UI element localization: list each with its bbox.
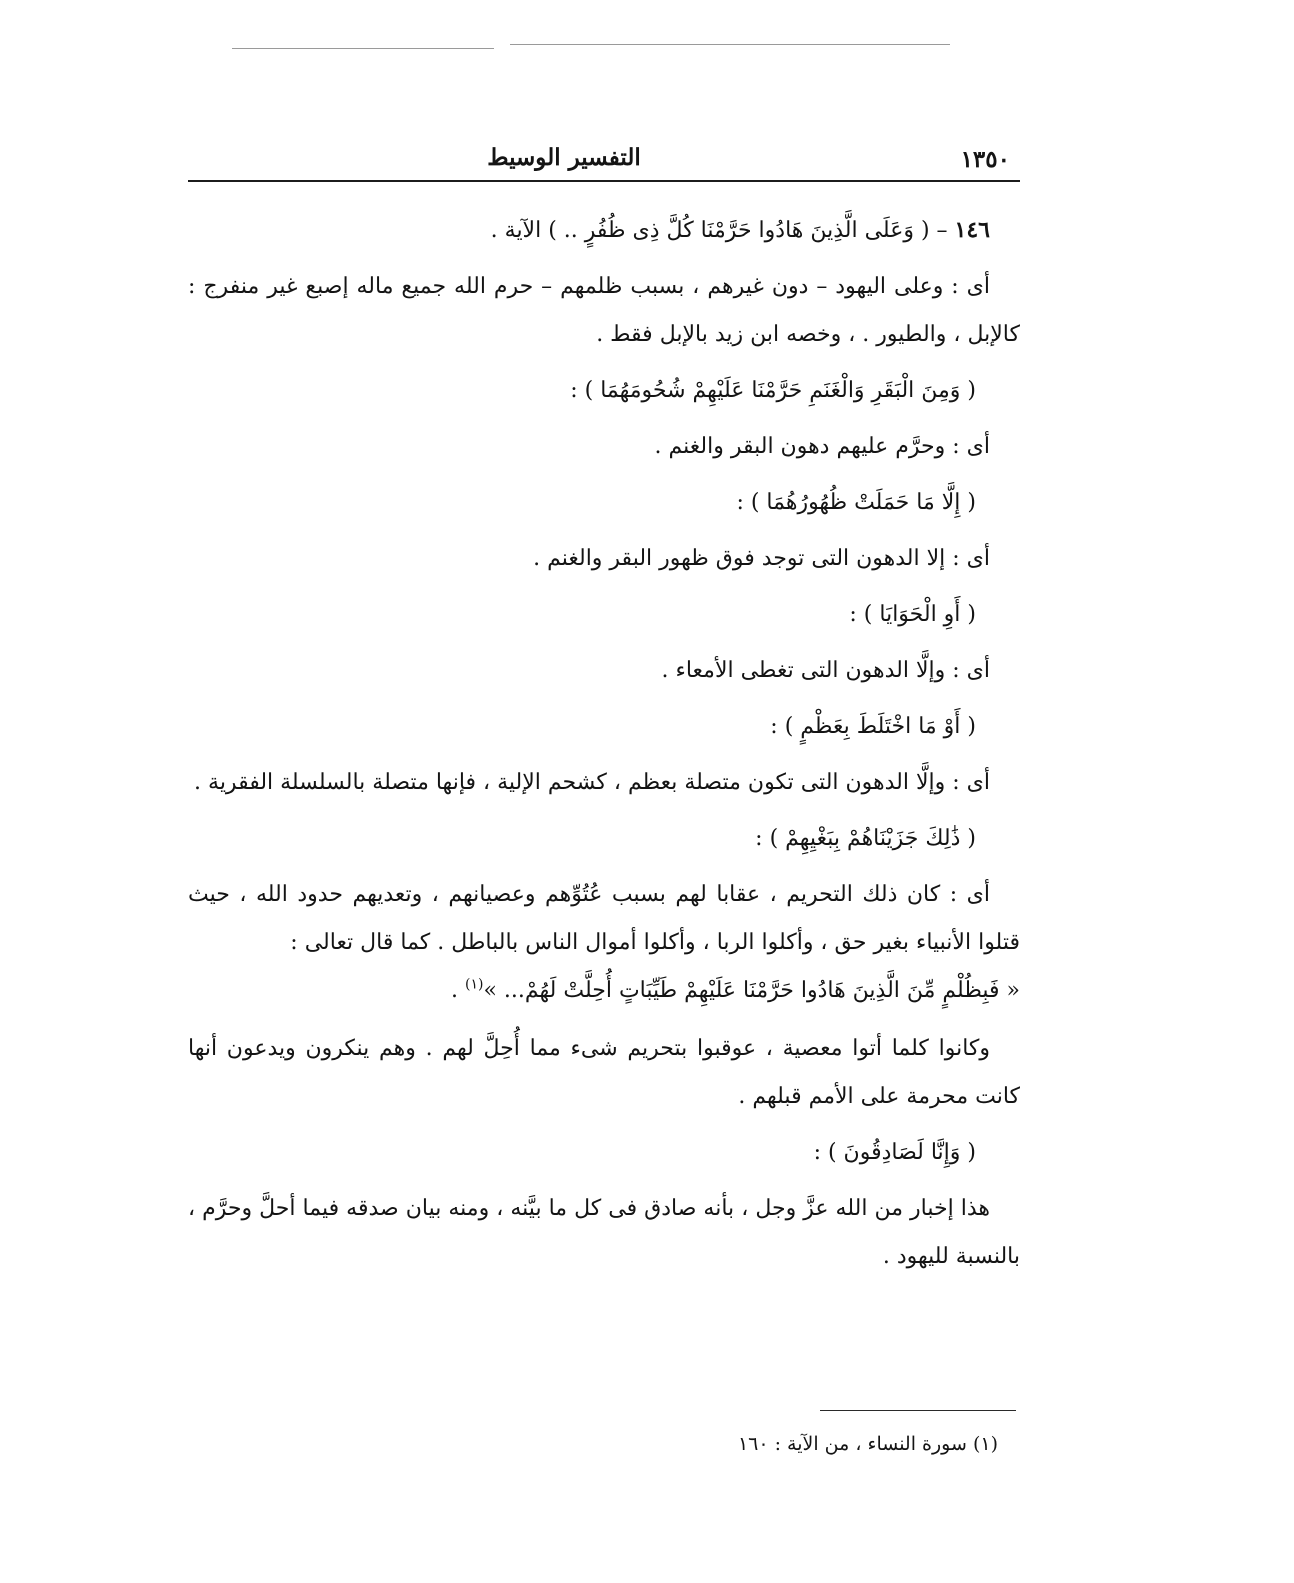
- page-content: [188, 206, 1020, 1281]
- commentary-paragraph: أى : وإلَّا الدهون التى تغطى الأمعاء .: [661, 658, 990, 683]
- footnote: (١) سورة النساء ، من الآية : ١٦٠: [737, 1433, 998, 1455]
- footnote-divider: [820, 1410, 1016, 1411]
- commentary-paragraph: أى : وحرَّم عليهم دهون البقر والغنم .: [654, 434, 990, 459]
- verse-number: ١٤٦: [954, 217, 990, 243]
- verse-heading: ١٤٦ – ( وَعَلَى الَّذِينَ هَادُوا حَرَّمْنَا كُلَّ ذِى ظُفُرٍ .. ) الآية .: [490, 217, 990, 243]
- page-number: ١٣٥٠: [960, 146, 1010, 173]
- verse-quote: ( أَوْ مَا اخْتَلَطَ بِعَظْمٍ ) :: [770, 714, 976, 739]
- commentary-paragraph: أى : وإلَّا الدهون التى تكون متصلة بعظم ، كشحم الإلية ، فإنها متصلة بالسلسلة الفقرية .: [194, 770, 990, 795]
- quran-quote: [188, 967, 1020, 1015]
- commentary-paragraph: أى : كان ذلك التحريم ، عقابا لهم بسبب عُتُوِّهم وعصيانهم ، وتعديهم حدود الله ، حيث قتلوا الأنبياء بغير حق ، وأكلوا الربا ، وأكلوا أموال الناس بالباطل . كما قال تعالى :: [188, 882, 1020, 955]
- verse-quote: ( وَمِنَ الْبَقَرِ وَالْغَنَمِ حَرَّمْنَا عَلَيْهِمْ شُحُومَهُمَا ) :: [570, 378, 976, 403]
- commentary-paragraph: أى : وعلى اليهود – دون غيرهم ، بسبب ظلمهم – حرم الله جميع ماله إصبع غير منفرج : كالإبل ، والطيور . ، وخصه ابن زيد بالإبل فقط .: [188, 274, 1020, 347]
- verse-heading-text: ( وَعَلَى الَّذِينَ هَادُوا حَرَّمْنَا كُلَّ ذِى ظُفُرٍ .. ) الآية .: [490, 218, 930, 243]
- commentary-paragraph: أى : إلا الدهون التى توجد فوق ظهور البقر والغنم .: [533, 546, 990, 571]
- quote-text: « فَبِظُلْمٍ مِّنَ الَّذِينَ هَادُوا حَرَّمْنَا عَلَيْهِمْ طَيِّبَاتٍ أُحِلَّتْ لَهُمْ... »: [483, 978, 1020, 1003]
- running-title: التفسير الوسيط: [487, 144, 641, 171]
- quote-end: .: [450, 978, 458, 1003]
- verse-quote: ( أَوِ الْحَوَايَا ) :: [849, 602, 976, 627]
- page-header: [188, 136, 1020, 182]
- verse-quote: ( إِلَّا مَا حَمَلَتْ ظُهُورُهُمَا ) :: [736, 490, 976, 515]
- footnote-marker: (١): [464, 976, 484, 993]
- commentary-paragraph: هذا إخبار من الله عزَّ وجل ، بأنه صادق فى كل ما بيَّنه ، ومنه بيان صدقه فيما أحلَّ وحرَّم ، بالنسبة لليهود .: [188, 1196, 1020, 1269]
- scan-mark-right: [510, 44, 950, 45]
- commentary-paragraph: وكانوا كلما أتوا معصية ، عوقبوا بتحريم شىء مما أُحِلَّ لهم . وهم ينكرون ويدعون أنها كانت محرمة على الأمم قبلهم .: [188, 1036, 1020, 1109]
- verse-quote: ( ذَٰلِكَ جَزَيْنَاهُمْ بِبَغْيِهِمْ ) :: [755, 826, 976, 851]
- verse-quote: ( وَإِنَّا لَصَادِقُونَ ) :: [813, 1140, 976, 1165]
- scan-mark-left: [232, 48, 494, 49]
